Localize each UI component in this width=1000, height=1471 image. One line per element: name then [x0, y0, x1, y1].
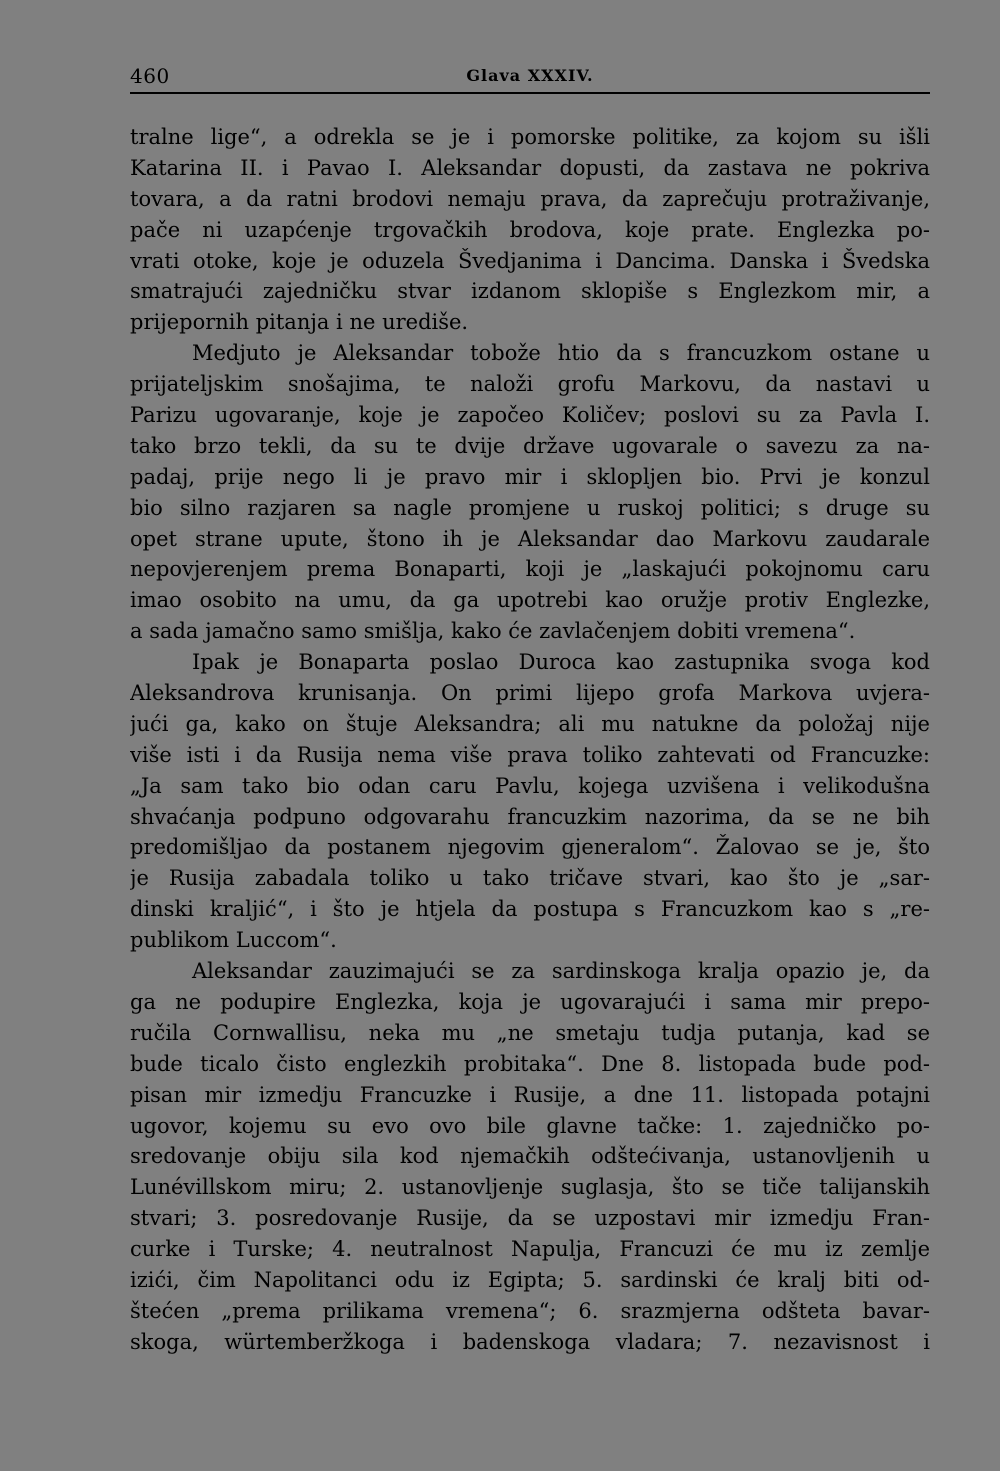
text-line: prijepornih pitanja i ne urediše.: [130, 310, 469, 335]
text-line: imao osobito na umu, da ga upotrebi kao oružje protiv Englezke,: [130, 588, 930, 613]
text-line: publikom Luccom“.: [130, 928, 337, 953]
text-line: štećen „prema prilikama vremena“; 6. srazmjerna odšteta bavar-: [130, 1298, 930, 1323]
text-line: jući ga, kako on štuje Aleksandra; ali mu natukne da položaj nije: [130, 711, 930, 736]
text-line: Katarina II. i Pavao I. Aleksandar dopusti, da zastava ne pokriva: [130, 155, 930, 180]
text-line: tovara, a da ratni brodovi nemaju prava, da zaprečuju protraživanje,: [130, 186, 930, 211]
text-line: curke i Turske; 4. neutralnost Napulja, Francuzi će mu iz zemlje: [130, 1237, 930, 1262]
text-line: Medjuto je Aleksandar tobože htio da s francuzkom ostane u: [192, 341, 930, 366]
text-line: bude ticalo čisto englezkih probitaka“. Dne 8. listopada bude pod-: [130, 1051, 930, 1076]
paragraph: [130, 647, 930, 956]
text-line: tralne lige“, a odrekla se je i pomorske politike, za kojom su išli: [130, 125, 930, 149]
text-line: padaj, prije nego li je pravo mir i sklopljen bio. Prvi je konzul: [130, 464, 930, 489]
paragraph: [130, 956, 930, 1358]
text-line: Ipak je Bonaparta poslao Duroca kao zastupnika svoga kod: [192, 650, 930, 675]
paragraph: [130, 338, 930, 647]
header-rule: [130, 92, 930, 94]
text-line: dinski kraljić“, i što je htjela da postupa s Francuzkom kao s „re-: [130, 897, 930, 922]
text-line: sredovanje obiju sila kod njemačkih odštećivanja, ustanovljenih u: [130, 1144, 930, 1169]
text-line: pače ni uzapćenje trgovačkih brodova, koje prate. Englezka po-: [130, 217, 930, 242]
text-line: stvari; 3. posredovanje Rusije, da se uzpostavi mir izmedju Fran-: [130, 1206, 930, 1231]
text-line: nepovjerenjem prema Bonaparti, koji je „laskajući pokojnomu caru: [130, 557, 930, 582]
text-line: ručila Cornwallisu, neka mu „ne smetaju tudja putanja, kad se: [130, 1020, 930, 1045]
text-line: Aleksandar zauzimajući se za sardinskoga kralja opazio je, da: [192, 959, 930, 984]
chapter-heading: Glava XXXIV.: [466, 66, 594, 85]
text-line: Aleksandrova krunisanja. On primi lijepo grofa Markova uvjera-: [130, 681, 930, 706]
text-line: prijateljskim snošajima, te naloži grofu Markovu, da nastavi u: [130, 372, 930, 397]
text-line: ugovor, kojemu su evo ovo bile glavne tačke: 1. zajedničko po-: [130, 1113, 930, 1138]
text-line: pisan mir izmedju Francuzke i Rusije, a dne 11. listopada potajni: [130, 1082, 930, 1107]
body-text: [130, 122, 930, 1358]
text-line: opet strane upute, štono ih je Aleksandar dao Markovu zaudarale: [130, 526, 930, 551]
text-line: skoga, würtemberžkoga i badenskoga vladara; 7. nezavisnost i: [130, 1329, 930, 1354]
text-line: tako brzo tekli, da su te dvije države ugovarale o savezu za na-: [130, 433, 930, 458]
page-header: [130, 64, 930, 90]
text-line: predomišljao da postanem njegovim gjeneralom“. Žalovao se je, što: [130, 835, 930, 860]
text-line: shvaćanja podpuno odgovarahu francuzkim nazorima, da se ne bih: [130, 804, 930, 829]
text-line: više isti i da Rusija nema više prava toliko zahtevati od Francuzke:: [130, 742, 930, 767]
text-line: smatrajući zajedničku stvar izdanom sklopiše s Englezkom mir, a: [130, 279, 930, 304]
text-line: bio silno razjaren sa nagle promjene u ruskoj politici; s druge su: [130, 495, 930, 520]
text-line: Lunévillskom miru; 2. ustanovljenje suglasja, što se tiče talijanskih: [130, 1175, 930, 1200]
text-line: „Ja sam tako bio odan caru Pavlu, kojega uzvišena i velikodušna: [130, 773, 930, 798]
text-line: a sada jamačno samo smišlja, kako će zavlačenjem dobiti vremena“.: [130, 619, 856, 644]
text-line: vrati otoke, koje je oduzela Švedjanima i Dancima. Danska i Švedska: [130, 248, 930, 273]
text-line: izići, čim Napolitanci odu iz Egipta; 5. sardinski će kralj biti od-: [130, 1267, 930, 1292]
text-line: je Rusija zabadala toliko u tako tričave stvari, kao što je „sar-: [130, 866, 930, 891]
page-number: 460: [130, 64, 170, 88]
paragraph: [130, 122, 930, 338]
text-line: ga ne podupire Englezka, koja je ugovarajući i sama mir prepo-: [130, 989, 930, 1014]
text-line: Parizu ugovaranje, koje je započeo Količev; poslovi su za Pavla I.: [130, 403, 930, 428]
